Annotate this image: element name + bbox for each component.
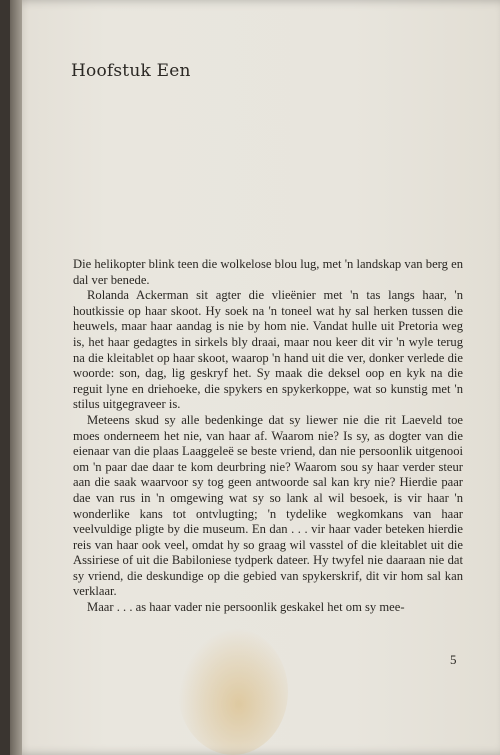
book-page xyxy=(10,0,500,755)
page-stain xyxy=(178,628,288,755)
paragraph-4: Maar . . . as haar vader nie persoonlik geskakel het om sy mee- xyxy=(87,600,405,615)
paragraph-1: Die helikopter blink teen die wolkelose blou lug, met 'n landskap van berg en dal ver benede. xyxy=(73,257,463,287)
body-text xyxy=(73,257,463,616)
paragraph-2: Rolanda Ackerman sit agter die vlieënier met 'n tas langs haar, 'n houtkissie op haar skoot. Hy soek na 'n toneel wat hy sal herken tussen die heuwels, maar haar aandag is nie by hom nie. Vandat hulle uit Pretoria weg is, het haar gedagtes in sirkels bly draai, maar nou keer dit vir 'n wyle terug na die kleitablet op haar skoot, waarop 'n hand uit die ver, donker verlede die woorde: son, dag, lig geskryf het. Sy maak die deksel oop en kyk na die reguit lyne en driehoeke, die spykers en spykerkoppe, wat so kunstig met 'n stilus uitgegraveer is. xyxy=(73,288,463,412)
paragraph-3: Meteens skud sy alle bedenkinge dat sy liewer nie die rit Laeveld toe moes onderneem het nie, van haar af. Waarom nie? Is sy, as dogter van die eienaar van die plaas Laaggeleë se beste vriend, dan nie persoonlik uitgenooi om 'n paar dae daar te kom deurbring nie? Waarom sou sy haar verder steur aan die saak waarvoor sy tog geen antwoorde sal kan kry nie? Hierdie paar dae van rus in 'n omgewing wat sy so lank al wil besoek, is vir haar 'n wonderlike kans tot ontvlugting; 'n tydelike wegkomkans van haar veelvuldige pligte by die museum. En dan . . . vir haar vader beteken hierdie reis van haar ook veel, omdat hy so graag wil vasstel of die kleitablet uit die Assiriese of uit die Babiloniese tydperk dateer. Hy twyfel nie daaraan nie dat sy vriend, die deskundige op die gebied van spykerskrif, dit vir hom sal kan verklaar. xyxy=(73,412,463,599)
page-number: 5 xyxy=(450,652,457,667)
book-spine-shadow xyxy=(10,0,22,755)
chapter-title: Hoofstuk Een xyxy=(71,61,191,81)
